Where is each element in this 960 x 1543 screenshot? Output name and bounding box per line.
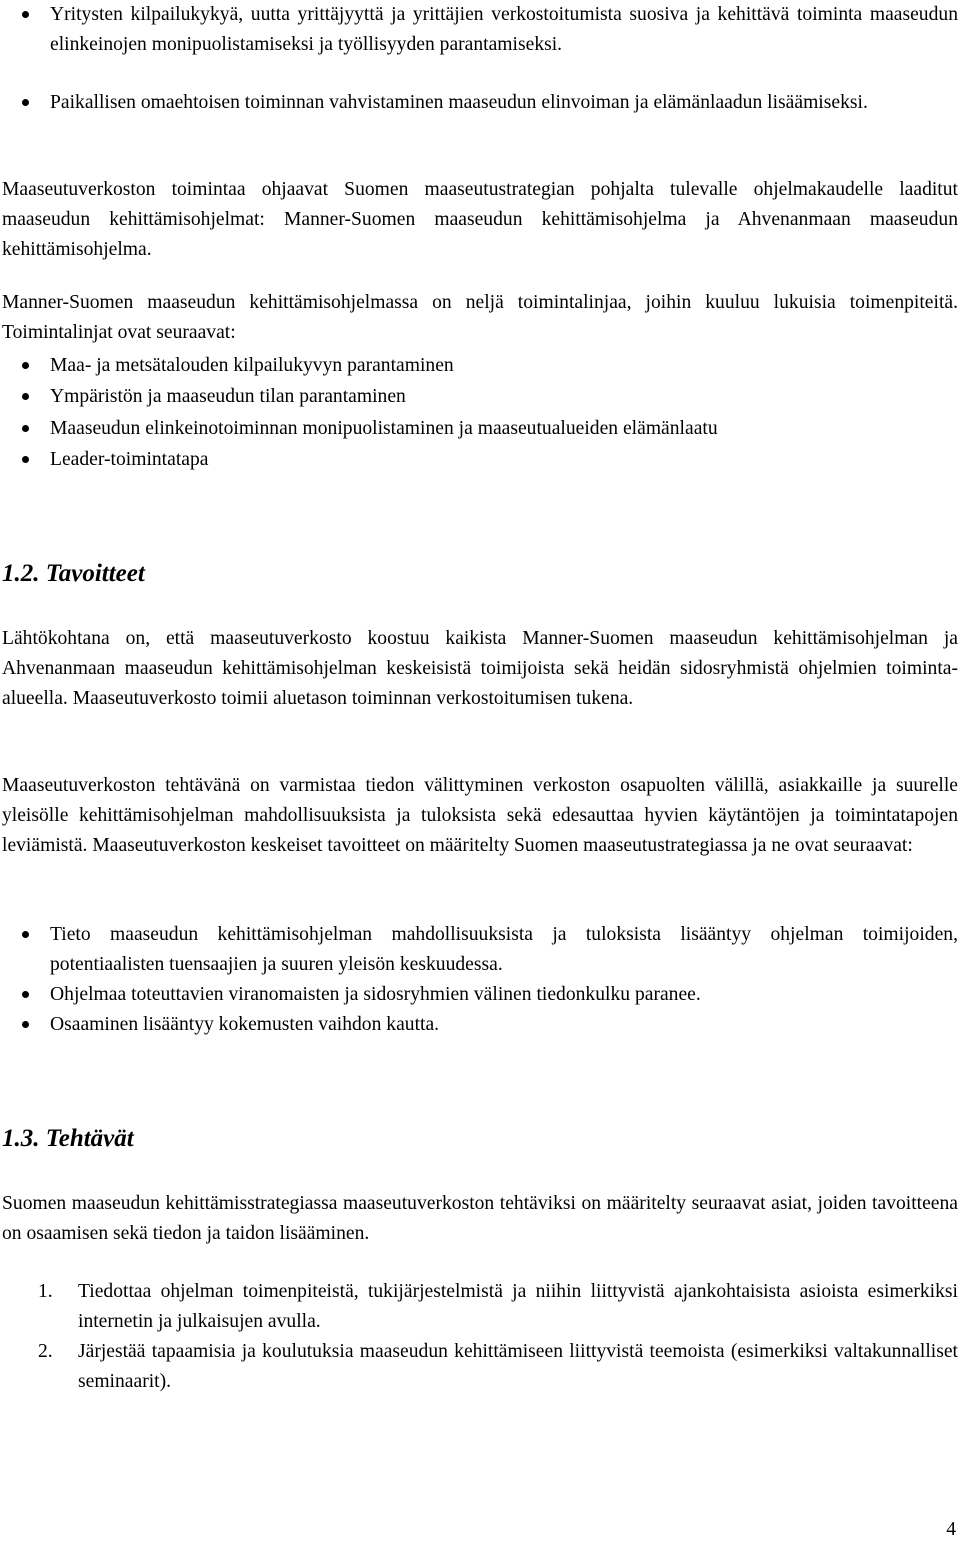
page-number: 4 <box>946 1519 956 1540</box>
list-item: Järjestää tapaamisia ja koulutuksia maaseudun kehittämiseen liittyvistä teemoista (esimerkiksi valtakunnalliset seminaarit). <box>78 1341 958 1392</box>
bullet-icon <box>22 393 29 400</box>
bullet-icon <box>22 99 29 106</box>
bullet-icon <box>22 425 29 432</box>
bullet-icon <box>22 11 29 18</box>
bullet-icon <box>22 991 29 998</box>
list-number: 2. <box>38 1341 53 1362</box>
bullet-icon <box>22 456 29 463</box>
list-item: Tieto maaseudun kehittämisohjelman mahdollisuuksista ja tuloksista lisääntyy ohjelman toimijoiden, potentiaalisten tuensaajien ja suuren yleisön keskuudessa. <box>50 924 958 975</box>
section-heading: 1.3. Tehtävät <box>2 1125 134 1152</box>
list-item: Tiedottaa ohjelman toimenpiteistä, tukijärjestelmistä ja niihin liittyvistä ajankohtaisista asioista esimerkiksi internetin ja julkaisujen avulla. <box>78 1281 958 1332</box>
list-item: Ympäristön ja maaseudun tilan parantaminen <box>50 386 406 407</box>
list-item: Ohjelmaa toteuttavien viranomaisten ja sidosryhmien välinen tiedonkulku paranee. <box>50 984 701 1005</box>
list-item: Maa- ja metsätalouden kilpailukyvyn parantaminen <box>50 355 454 376</box>
paragraph: Lähtökohtana on, että maaseutuverkosto koostuu kaikista Manner-Suomen maaseudun kehittämisohjelman ja Ahvenanmaan maaseudun kehittämisohjelman keskeisistä toimijoista sekä heidän sidosryhmistä ohjelmien toiminta-alueella. Maaseutuverkosto toimii aluetason toiminnan verkostoitumisen tukena. <box>2 628 958 709</box>
list-item: Yritysten kilpailukykyä, uutta yrittäjyyttä ja yrittäjien verkostoitumista suosiva ja kehittävä toiminta maaseudun elinkeinojen monipuolistamiseksi ja työllisyyden parantamiseksi. <box>50 4 958 55</box>
bullet-icon <box>22 1021 29 1028</box>
bullet-icon <box>22 931 29 938</box>
section-heading: 1.2. Tavoitteet <box>2 560 145 587</box>
list-item: Paikallisen omaehtoisen toiminnan vahvistaminen maaseudun elinvoiman ja elämänlaadun lisäämiseksi. <box>50 92 868 113</box>
paragraph: Manner-Suomen maaseudun kehittämisohjelmassa on neljä toimintalinjaa, joihin kuuluu lukuisia toimenpiteitä. Toimintalinjat ovat seuraavat: <box>2 292 958 343</box>
paragraph: Maaseutuverkoston toimintaa ohjaavat Suomen maaseutustrategian pohjalta tulevalle ohjelmakaudelle laaditut maaseudun kehittämisohjelmat: Manner-Suomen maaseudun kehittämisohjelma ja Ahvenanmaan maaseudun kehittämisohjelma. <box>2 179 958 260</box>
list-item: Leader-toimintatapa <box>50 449 209 470</box>
paragraph: Maaseutuverkoston tehtävänä on varmistaa tiedon välittyminen verkoston osapuolten välillä, asiakkaille ja suurelle yleisölle kehittämisohjelman mahdollisuuksista ja tuloksista sekä edesauttaa hyvien käytäntöjen ja toimintatapojen leviämistä. Maaseutuverkoston keskeiset tavoitteet on määritelty Suomen maaseutustrategiassa ja ne ovat seuraavat: <box>2 775 958 856</box>
bullet-icon <box>22 362 29 369</box>
list-number: 1. <box>38 1281 53 1302</box>
paragraph: Suomen maaseudun kehittämisstrategiassa maaseutuverkoston tehtäviksi on määritelty seuraavat asiat, joiden tavoitteena on osaamisen sekä tiedon ja taidon lisääminen. <box>2 1193 958 1244</box>
list-item: Maaseudun elinkeinotoiminnan monipuolistaminen ja maaseutualueiden elämänlaatu <box>50 418 718 439</box>
list-item: Osaaminen lisääntyy kokemusten vaihdon kautta. <box>50 1014 440 1035</box>
